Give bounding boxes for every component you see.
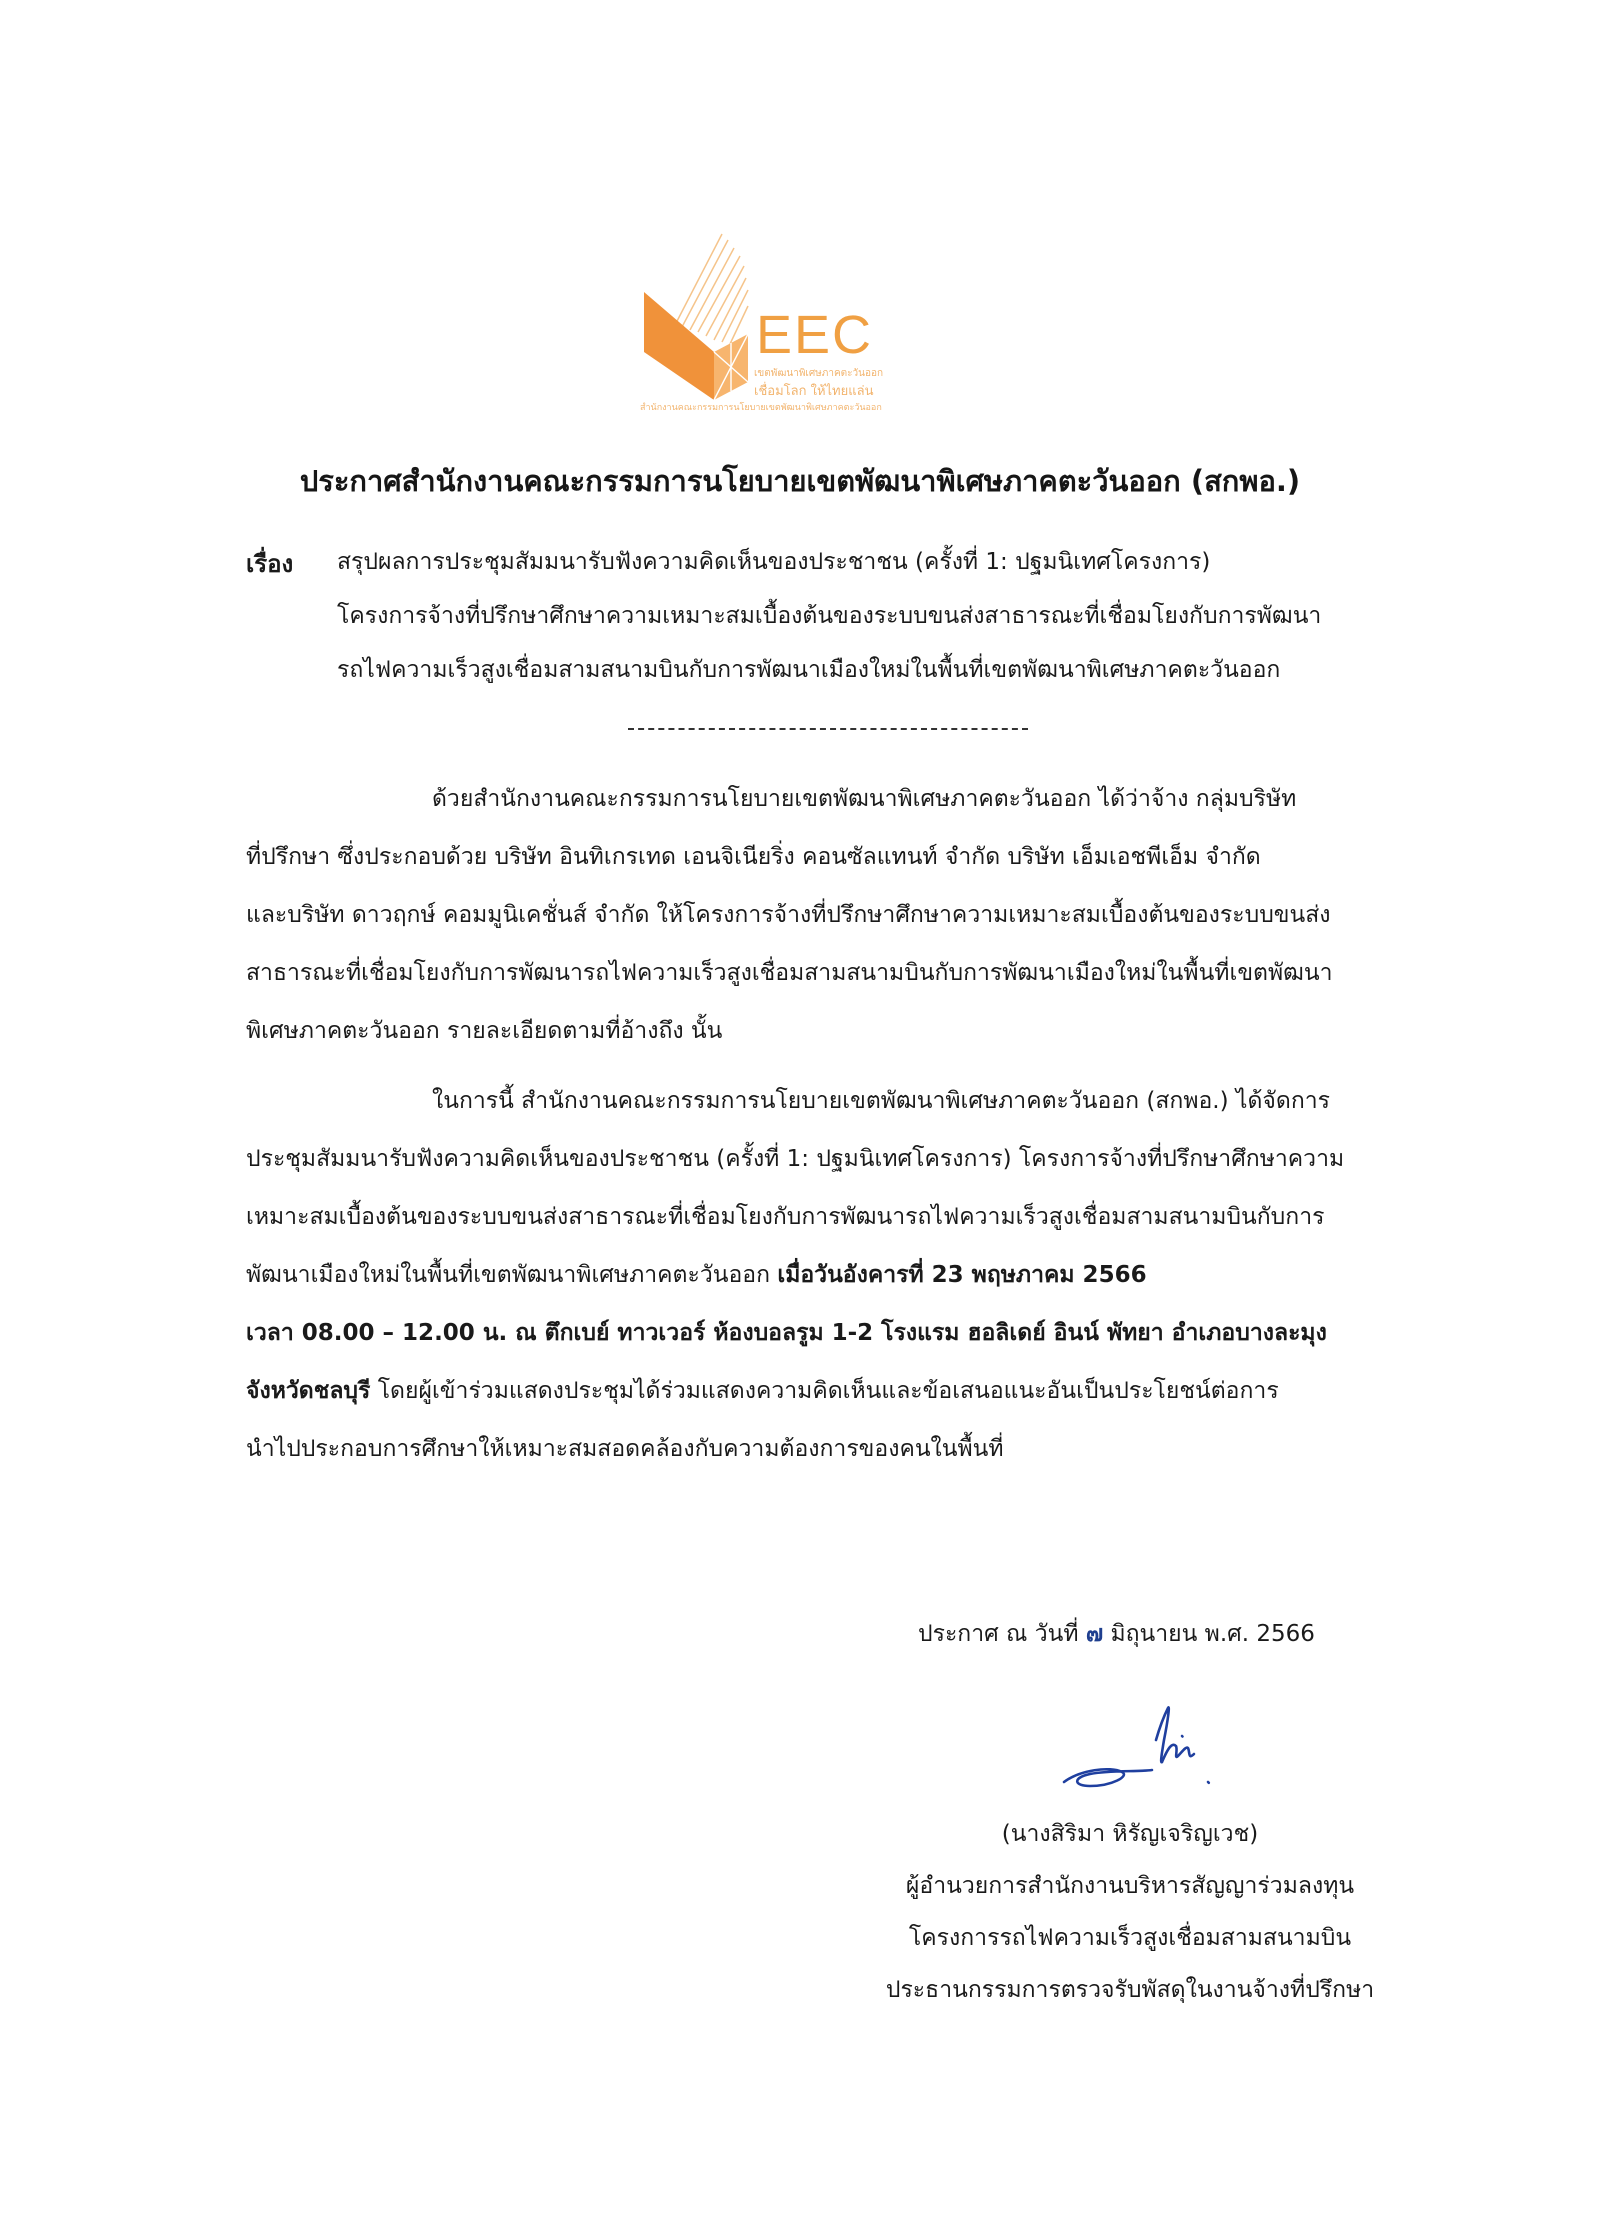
paragraph-2-text: พัฒนาเมืองใหม่ในพื้นที่เขตพัฒนาพิเศษภาคตะวันออก xyxy=(246,1262,778,1288)
meeting-time-venue: เวลา 08.00 – 12.00 น. ณ ตึกเบย์ ทาวเวอร์ ห้องบอลรูม 1-2 โรงแรม ฮอลิเดย์ อินน์ พัทยา อำเภอบางละมุง xyxy=(246,1320,1327,1346)
paragraph-2-text: โดยผู้เข้าร่วมแสดงประชุมได้ร่วมแสดงความคิดเห็นและข้อเสนอแนะอันเป็นประโยชน์ต่อการ xyxy=(370,1378,1279,1404)
logo-slogan: เชื่อมโลก ให้ไทยแล่น xyxy=(754,384,874,399)
date-prefix: ประกาศ ณ วันที่ xyxy=(918,1621,1079,1647)
signatory-title: ประธานกรรมการตรวจรับพัสดุในงานจ้างที่ปรึกษา xyxy=(885,1977,1375,2003)
paragraph-1-line: สาธารณะที่เชื่อมโยงกับการพัฒนารถไฟความเร็วสูงเชื่อมสามสนามบินกับการพัฒนาเมืองใหม่ในพื้นที่เขตพัฒนา xyxy=(246,960,1333,986)
paragraph-2-line: ในการนี้ สำนักงานคณะกรรมการนโยบายเขตพัฒนาพิเศษภาคตะวันออก (สกพอ.) ได้จัดการ xyxy=(432,1088,1331,1114)
paragraph-1-line: พิเศษภาคตะวันออก รายละเอียดตามที่อ้างถึง นั้น xyxy=(246,1018,723,1044)
logo-tagline: เขตพัฒนาพิเศษภาคตะวันออก xyxy=(754,368,884,379)
paragraph-1-line: ด้วยสำนักงานคณะกรรมการนโยบายเขตพัฒนาพิเศษภาคตะวันออก ได้ว่าจ้าง กลุ่มบริษัท xyxy=(432,786,1297,812)
paragraph-2-line: นำไปประกอบการศึกษาให้เหมาะสมสอดคล้องกับความต้องการของคนในพื้นที่ xyxy=(246,1436,1004,1462)
paragraph-1-line: ที่ปรึกษา ซึ่งประกอบด้วย บริษัท อินทิเกรเทด เอนจิเนียริ่ง คอนซัลแทนท์ จำกัด บริษัท เอ็มเอชพีเอ็ม จำกัด xyxy=(246,844,1261,870)
subject-line: โครงการจ้างที่ปรึกษาศึกษาความเหมาะสมเบื้องต้นของระบบขนส่งสาธารณะที่เชื่อมโยงกับการพัฒนา xyxy=(337,603,1322,629)
divider xyxy=(628,728,1028,730)
signatory-title: โครงการรถไฟความเร็วสูงเชื่อมสามสนามบิน xyxy=(908,1925,1352,1951)
paragraph-2-line xyxy=(246,1380,1279,1403)
subject-line: สรุปผลการประชุมสัมมนารับฟังความคิดเห็นของประชาชน (ครั้งที่ 1: ปฐมนิเทศโครงการ) xyxy=(337,549,1211,575)
date-day: ๗ xyxy=(1085,1620,1104,1647)
paragraph-2-line: ประชุมสัมมนารับฟังความคิดเห็นของประชาชน (ครั้งที่ 1: ปฐมนิเทศโครงการ) โครงการจ้างที่ปรึกษาศึกษาความ xyxy=(246,1146,1345,1172)
meeting-date: เมื่อวันอังคารที่ 23 พฤษภาคม 2566 xyxy=(777,1262,1147,1288)
paragraph-1-line: และบริษัท ดาวฤกษ์ คอมมูนิเคชั่นส์ จำกัด ให้โครงการจ้างที่ปรึกษาศึกษาความเหมาะสมเบื้องต้นของระบบขนส่ง xyxy=(246,902,1331,928)
handwritten-signature-icon xyxy=(1060,1690,1240,1800)
document-title: ประกาศสำนักงานคณะกรรมการนโยบายเขตพัฒนาพิเศษภาคตะวันออก (สกพอ.) xyxy=(299,464,1301,498)
meeting-province: จังหวัดชลบุรี xyxy=(246,1378,371,1404)
eec-logo xyxy=(636,232,966,422)
logo-wordmark: EEC xyxy=(756,305,874,365)
eec-logo-mark-icon xyxy=(644,232,754,402)
subject-label: เรื่อง xyxy=(246,550,294,578)
signatory-name: (นางสิริมา หิรัญเจริญเวช) xyxy=(1001,1821,1259,1847)
subject-line: รถไฟความเร็วสูงเชื่อมสามสนามบินกับการพัฒนาเมืองใหม่ในพื้นที่เขตพัฒนาพิเศษภาคตะวันออก xyxy=(337,657,1281,683)
logo-agency-name: สำนักงานคณะกรรมการนโยบายเขตพัฒนาพิเศษภาคตะวันออก xyxy=(640,403,882,413)
date-suffix: มิถุนายน พ.ศ. 2566 xyxy=(1110,1621,1315,1647)
paragraph-2-line xyxy=(246,1264,1147,1287)
paragraph-2-line: เหมาะสมเบื้องต้นของระบบขนส่งสาธารณะที่เชื่อมโยงกับการพัฒนารถไฟความเร็วสูงเชื่อมสามสนามบินกับการ xyxy=(246,1204,1325,1230)
announcement-date xyxy=(918,1616,1315,1652)
signatory-title: ผู้อำนวยการสำนักงานบริหารสัญญาร่วมลงทุน xyxy=(905,1873,1355,1899)
